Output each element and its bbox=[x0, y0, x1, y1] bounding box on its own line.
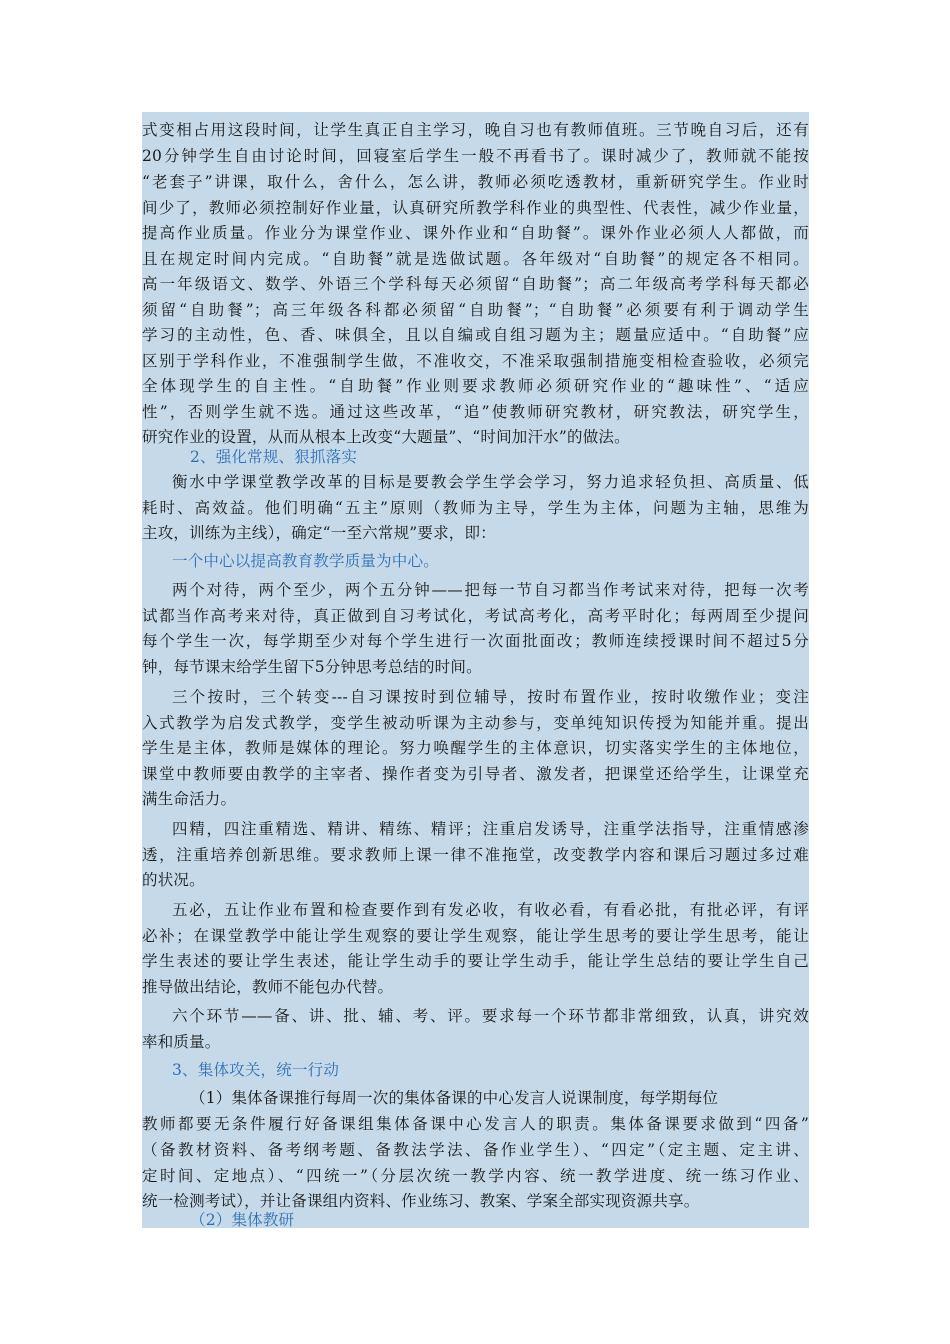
text-line: 统一检测考试），并让备课组内资料、作业练习、教案、学案全部实现资源共享。 bbox=[142, 1192, 700, 1210]
text-line: 且在规定时间内完成。“自助餐”就是选做试题。各年级对“自助餐”的规定各不相同。 bbox=[142, 250, 809, 268]
subheading: 一个中心以提高教育教学质量为中心。 bbox=[172, 552, 439, 570]
text-line: 必补；在课堂教学中能让学生观察的要让学生观察，能让学生思考的要让学生思考，能让 bbox=[142, 927, 809, 945]
text-line: 入式教学为启发式教学，变学生被动听课为主动参与，变单纯知识传授为知能并重。提出 bbox=[142, 714, 809, 732]
text-line: （1）集体备课推行每周一次的集体备课的中心发言人说课制度，每学期每位 bbox=[190, 1089, 719, 1107]
text-line: 四精，四注重精选、精讲、精练、精评；注重启发诱导，注重学法指导，注重情感渗 bbox=[172, 820, 809, 838]
text-line: 两个对待，两个至少，两个五分钟——把每一节自习都当作考试来对待，把每一次考 bbox=[172, 581, 809, 599]
text-line: 六个环节——备、讲、批、辅、考、评。要求每一个环节都非常细致，认真，讲究效 bbox=[172, 1007, 809, 1025]
text-line: 20分钟学生自由讨论时间，回寝室后学生一般不再看书了。课时减少了，教师就不能按 bbox=[142, 147, 809, 165]
text-line: “老套子”讲课，取什么，舍什么，怎么讲，教师必须吃透教材，重新研究学生。作业时 bbox=[142, 173, 809, 191]
text-line: 推导做出结论，教师不能包办代替。 bbox=[142, 978, 394, 996]
text-line: 全体现学生的自主性。“自助餐”作业则要求教师必须研究作业的“趣味性”、“适应 bbox=[142, 377, 809, 395]
text-line: 三个按时，三个转变---自习课按时到位辅导，按时布置作业，按时收缴作业；变注 bbox=[172, 688, 809, 706]
text-line: 间少了，教师必须控制好作业量，认真研究所教学科作业的典型性、代表性，减少作业量， bbox=[142, 199, 809, 217]
text-line: 式变相占用这段时间，让学生真正自主学习，晚自习也有教师值班。三节晚自习后，还有 bbox=[142, 121, 809, 139]
text-line: 衡水中学课堂教学改革的目标是要教会学生学会学习，努力追求轻负担、高质量、低 bbox=[172, 473, 809, 491]
text-line: 率和质量。 bbox=[142, 1033, 221, 1051]
text-line: 耗时、高效益。他们明确“五主”原则（教师为主导，学生为主体，问题为主轴，思维为 bbox=[142, 499, 809, 517]
text-line: 透，注重培养创新思维。要求教师上课一律不准拖堂，改变教学内容和课后习题过多过难 bbox=[142, 846, 809, 864]
text-line: 学生是主体，教师是媒体的理论。努力唤醒学生的主体意识，切实落实学生的主体地位， bbox=[142, 739, 809, 757]
text-line: 高一年级语文、数学、外语三个学科每天必须留“自助餐”；高二年级高考学科每天都必 bbox=[142, 275, 809, 293]
text-line: 须留“自助餐”；高三年级各科都必须留“自助餐”；“自助餐”必须要有利于调动学生 bbox=[142, 301, 809, 319]
text-line: 学习的主动性，色、香、味俱全，且以自编或自组习题为主；题量应适中。“自助餐”应 bbox=[142, 326, 809, 344]
text-line: 性”，否则学生就不选。通过这些改革，“追”使教师研究教材，研究教法，研究学生， bbox=[142, 403, 809, 421]
text-line: 区别于学科作业，不准强制学生做，不准收交，不准采取强制措施变相检查验收，必须完 bbox=[142, 352, 809, 370]
section-heading: 2、强化常规、狠抓落实 bbox=[190, 448, 358, 466]
text-line: 每个学生一次，每学期至少对每个学生进行一次面批面改；教师连续授课时间不超过5分 bbox=[142, 632, 809, 650]
text-line: 定时间、定地点）、“四统一”（分层次统一教学内容、统一教学进度、统一练习作业、 bbox=[142, 1167, 809, 1185]
text-line: 的状况。 bbox=[142, 871, 205, 889]
text-line: 主攻，训练为主线），确定“一至六常规”要求，即： bbox=[142, 524, 496, 542]
section-heading: 3、集体攻关，统一行动 bbox=[172, 1061, 340, 1079]
text-line: 教师都要无条件履行好备课组集体备课中心发言人的职责。集体备课要求做到“四备” bbox=[142, 1115, 809, 1133]
text-line: 五必，五让作业布置和检查要作到有发必收，有收必看，有看必批，有批必评，有评 bbox=[172, 901, 809, 919]
text-line: 提高作业质量。作业分为课堂作业、课外作业和“自助餐”。课外作业必须人人都做，而 bbox=[142, 224, 809, 242]
text-line: 课堂中教师要由教学的主宰者、操作者变为引导者、激发者，把课堂还给学生，让课堂充 bbox=[142, 765, 809, 783]
text-line: 钟，每节课末给学生留下5分钟思考总结的时间。 bbox=[142, 658, 482, 676]
subheading: （2）集体教研 bbox=[190, 1211, 295, 1229]
text-line: 试都当作高考来对待，真正做到自习考试化，考试高考化，高考平时化；每两周至少提问 bbox=[142, 607, 809, 625]
text-line: 研究作业的设置，从而从根本上改变“大题量”、“时间加汗水”的做法。 bbox=[142, 428, 630, 446]
text-line: 满生命活力。 bbox=[142, 790, 237, 808]
text-line: （备教材资料、备考纲考题、备教法学法、备作业学生）、“四定”（定主题、定主讲、 bbox=[142, 1141, 809, 1159]
text-line: 学生表述的要让学生表述，能让学生动手的要让学生动手，能让学生总结的要让学生自己 bbox=[142, 952, 809, 970]
